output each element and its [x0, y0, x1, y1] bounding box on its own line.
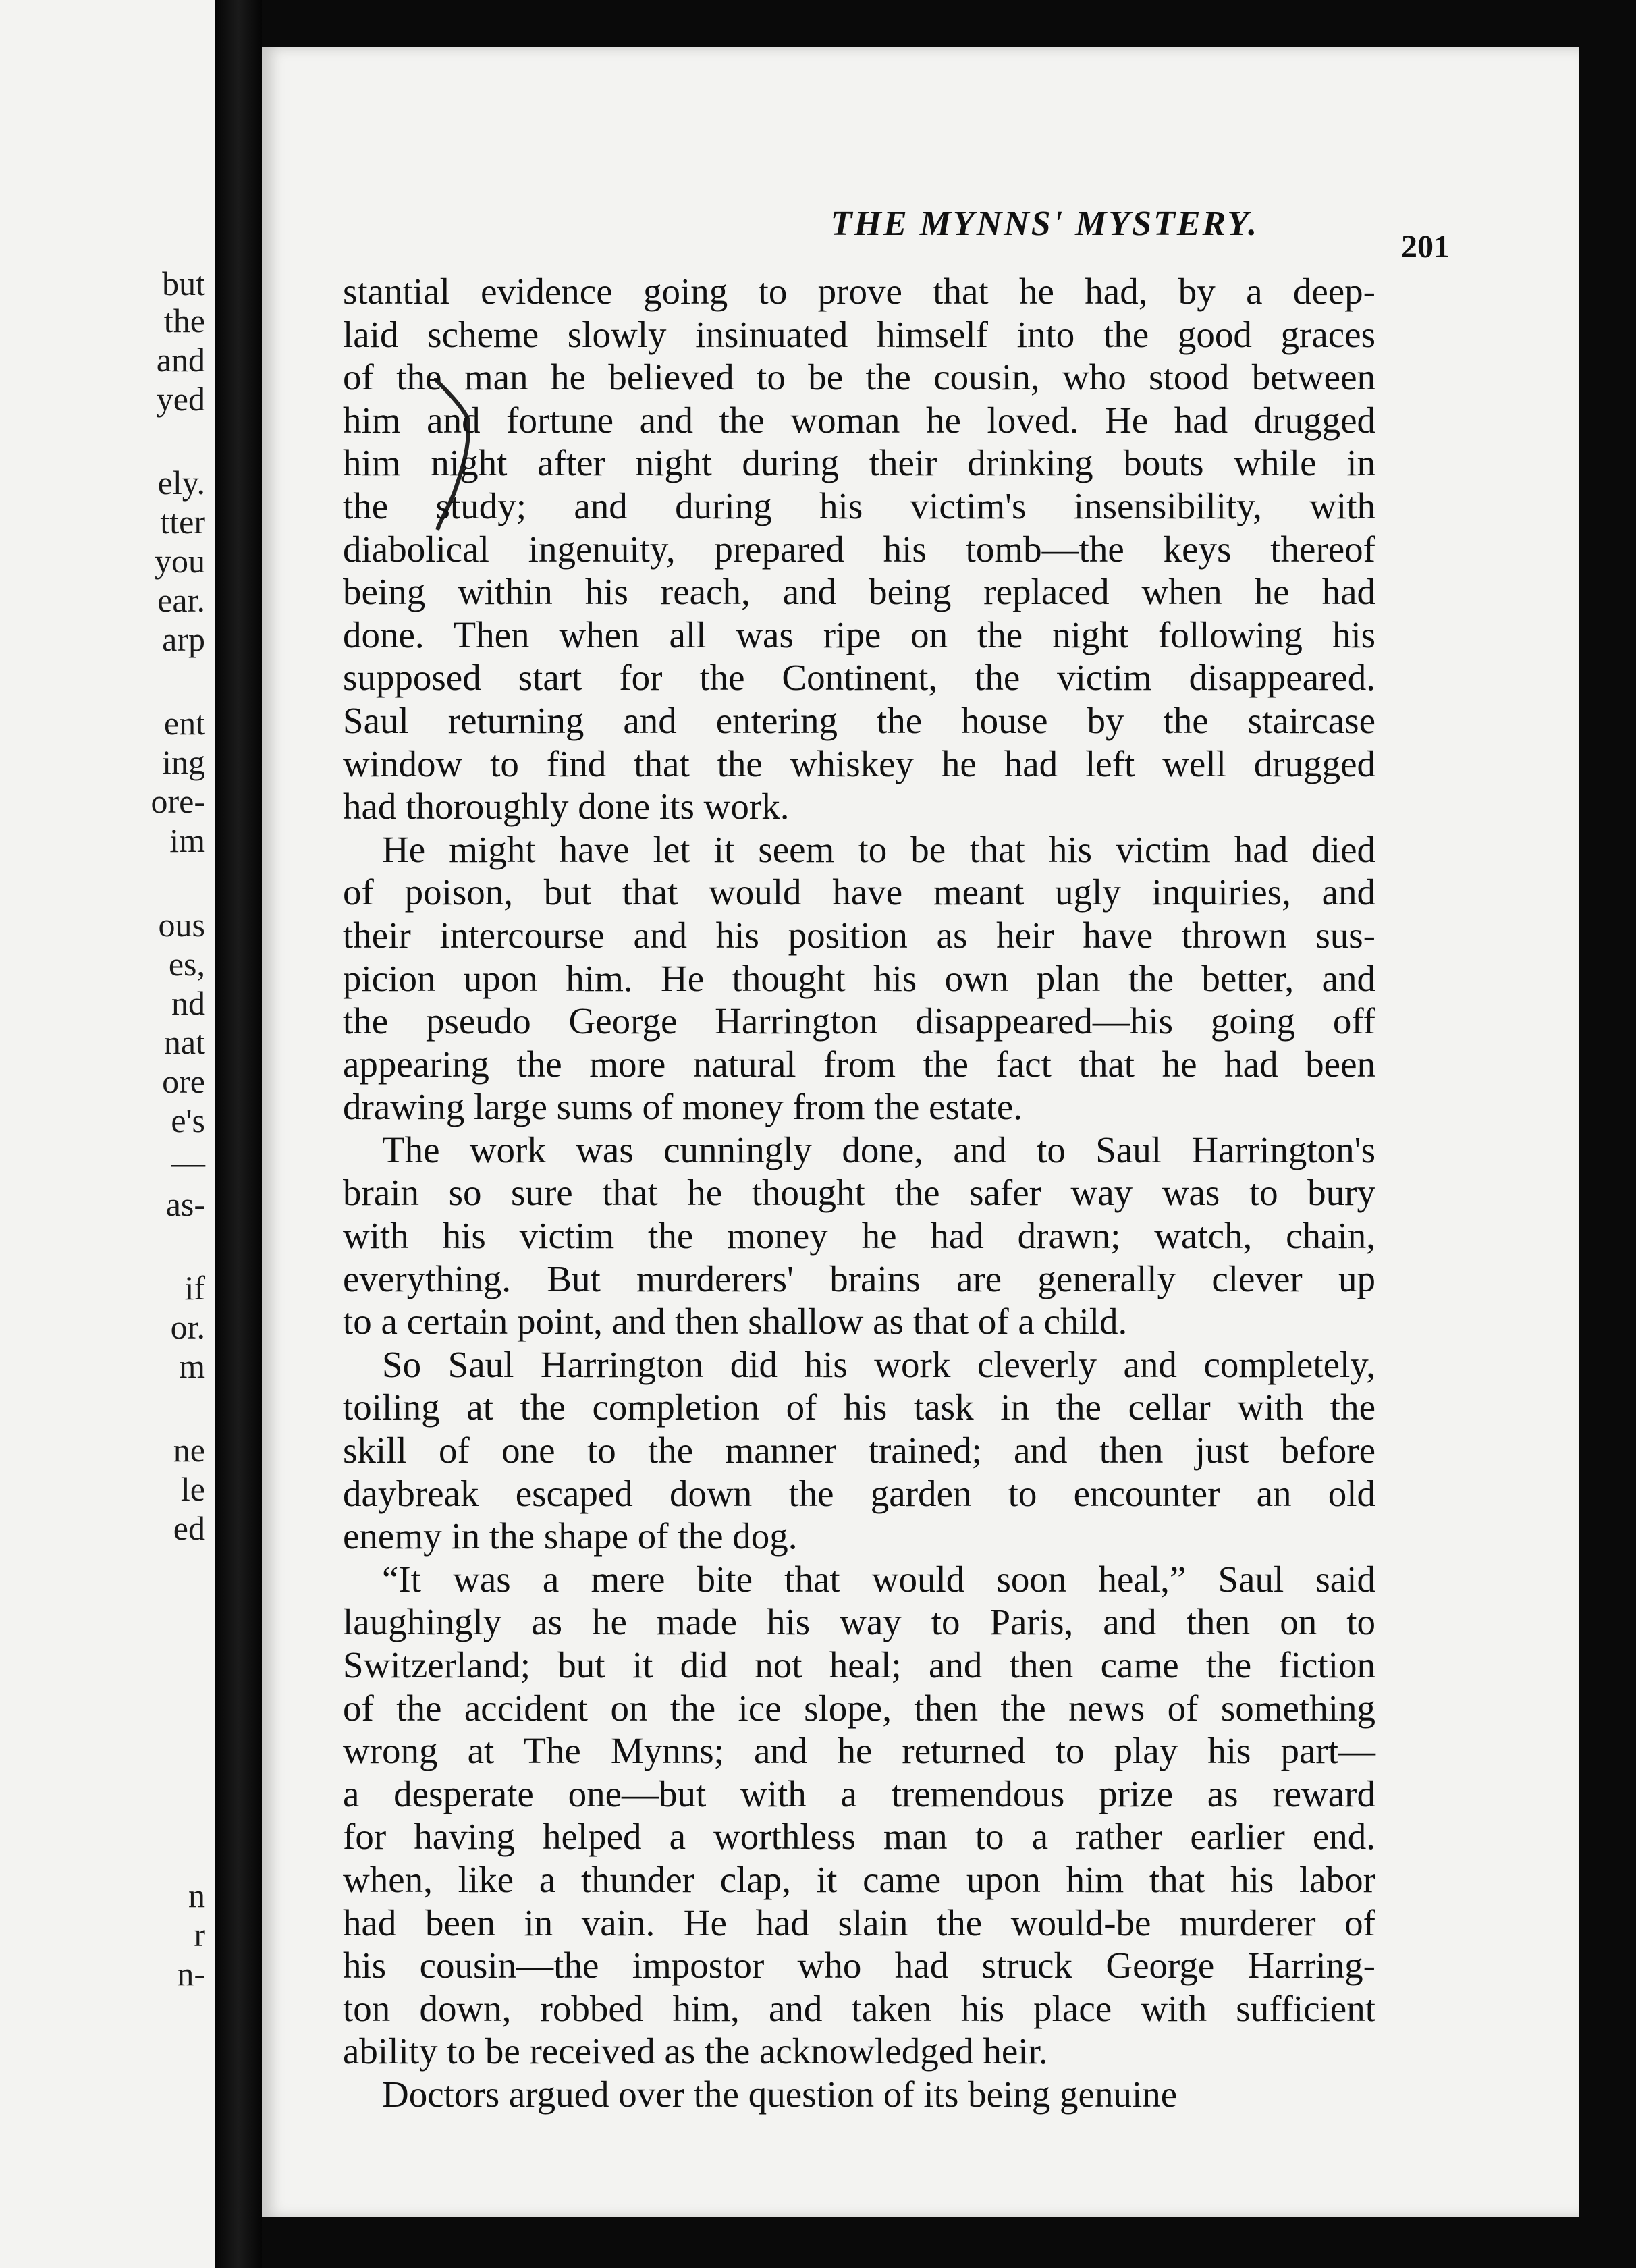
text-line: everything. But murderers' brains are generally clever up: [343, 1258, 1375, 1299]
text-line: ton down, robbed him, and taken his place with sufficient: [343, 1987, 1375, 2029]
text-line: stantial evidence going to prove that he had, by a deep-: [343, 271, 1375, 312]
text-line: window to find that the whiskey he had left well drugged: [343, 742, 1375, 784]
text-line: drawing large sums of money from the estate.: [343, 1086, 1023, 1128]
text-line: to a certain point, and then shallow as that of a child.: [343, 1301, 1128, 1343]
text-line: being within his reach, and being replaced when he had: [343, 571, 1375, 613]
text-line: Saul returning and entering the house by the staircase: [343, 699, 1375, 741]
left-page-fragment: or.: [170, 1308, 205, 1346]
left-page-fragment: e's: [171, 1102, 205, 1139]
text-line: supposed start for the Continent, the victim disappeared.: [343, 657, 1375, 699]
left-page-fragment: tter: [160, 503, 205, 541]
left-page-fragment: but: [162, 265, 205, 302]
running-head: THE MYNNS' MYSTERY.: [830, 205, 1259, 243]
text-line: when, like a thunder clap, it came upon him that his labor: [343, 1858, 1375, 1900]
left-page-fragment: the: [163, 302, 205, 340]
left-page-fragment: n: [188, 1877, 205, 1914]
left-page-fragment: ent: [163, 704, 205, 742]
body-text: [343, 270, 1375, 2116]
text-line: picion upon him. He thought his own plan the better, and: [343, 957, 1375, 999]
left-page-fragment: ed: [173, 1509, 205, 1547]
left-page-fragment: yed: [156, 380, 205, 418]
text-line: wrong at The Mynns; and he returned to play his part—: [343, 1730, 1375, 1772]
text-line: for having helped a worthless man to a rather earlier end.: [343, 1816, 1375, 1858]
page-number: 201: [1401, 229, 1450, 265]
book-spine-gutter: [215, 0, 262, 2268]
text-line: the study; and during his victim's insensibility, with: [343, 485, 1375, 526]
text-line: “It was a mere bite that would soon heal,” Saul said: [382, 1558, 1375, 1600]
left-page-edge: [0, 0, 215, 2268]
left-page-fragment: le: [180, 1470, 205, 1508]
text-line: Doctors argued over the question of its being genuine: [382, 2073, 1178, 2115]
text-line: of the man he believed to be the cousin, who stood between: [343, 356, 1375, 398]
text-line: ability to be received as the acknowledged heir.: [343, 2030, 1048, 2072]
left-page-fragment: ous: [158, 906, 205, 944]
text-line: with his victim the money he had drawn; watch, chain,: [343, 1215, 1375, 1257]
left-page-fragment: n-: [177, 1955, 205, 1993]
text-line: skill of one to the manner trained; and then just before: [343, 1430, 1375, 1472]
text-line: had thoroughly done its work.: [343, 786, 790, 828]
text-line: He might have let it seem to be that his victim had died: [382, 828, 1375, 870]
text-line: a desperate one—but with a tremendous prize as reward: [343, 1773, 1375, 1814]
text-line: their intercourse and his position as heir have thrown sus-: [343, 914, 1375, 956]
left-page-fragment: you: [155, 542, 205, 580]
left-page-fragment: ore-: [151, 782, 205, 820]
text-line: toiling at the completion of his task in the cellar with the: [343, 1386, 1375, 1428]
text-line: laid scheme slowly insinuated himself into the good graces: [343, 313, 1375, 355]
text-line: the pseudo George Harrington disappeared—his going off: [343, 1000, 1375, 1042]
left-page-fragment: es,: [168, 945, 205, 983]
text-line: of the accident on the ice slope, then the news of something: [343, 1687, 1375, 1729]
text-line: him night after night during their drinking bouts while in: [343, 442, 1375, 484]
text-line: So Saul Harrington did his work cleverly and completely,: [382, 1343, 1375, 1385]
left-page-fragment: ne: [173, 1431, 205, 1469]
text-line: daybreak escaped down the garden to encounter an old: [343, 1472, 1375, 1514]
text-line: diabolical ingenuity, prepared his tomb—the keys thereof: [343, 528, 1375, 570]
left-page-fragment: ear.: [157, 581, 205, 619]
left-page-fragment: arp: [162, 620, 205, 658]
text-line: done. Then when all was ripe on the night following his: [343, 614, 1375, 655]
left-page-fragment: ore: [162, 1062, 205, 1100]
left-page-fragment: and: [156, 341, 205, 379]
text-line: Switzerland; but it did not heal; and then came the fiction: [343, 1644, 1375, 1685]
left-page-fragment: as-: [165, 1185, 205, 1223]
text-line: appearing the more natural from the fact that he had been: [343, 1043, 1375, 1085]
left-page-fragment: r: [194, 1916, 205, 1953]
left-page-fragment: m: [179, 1347, 205, 1385]
left-page-fragment: —: [171, 1143, 205, 1181]
text-line: enemy in the shape of the dog.: [343, 1515, 798, 1557]
text-line: of poison, but that would have meant ugly inquiries, and: [343, 871, 1375, 913]
text-line: The work was cunningly done, and to Saul Harrington's: [382, 1129, 1375, 1170]
text-line: him and fortune and the woman he loved. He had drugged: [343, 399, 1375, 441]
text-line: laughingly as he made his way to Paris, and then on to: [343, 1601, 1375, 1643]
text-line: his cousin—the impostor who had struck George Harring-: [343, 1945, 1375, 1987]
left-page-fragment: im: [169, 821, 205, 859]
text-line: had been in vain. He had slain the would-be murderer of: [343, 1901, 1375, 1943]
text-line: brain so sure that he thought the safer way was to bury: [343, 1172, 1375, 1214]
left-page-fragment: nat: [163, 1023, 205, 1061]
left-page-fragment: nd: [171, 984, 205, 1022]
right-page: [262, 47, 1579, 2217]
left-page-fragment: ing: [162, 743, 205, 781]
left-page-fragment: if: [184, 1269, 205, 1307]
left-page-fragment: ely.: [157, 464, 205, 502]
